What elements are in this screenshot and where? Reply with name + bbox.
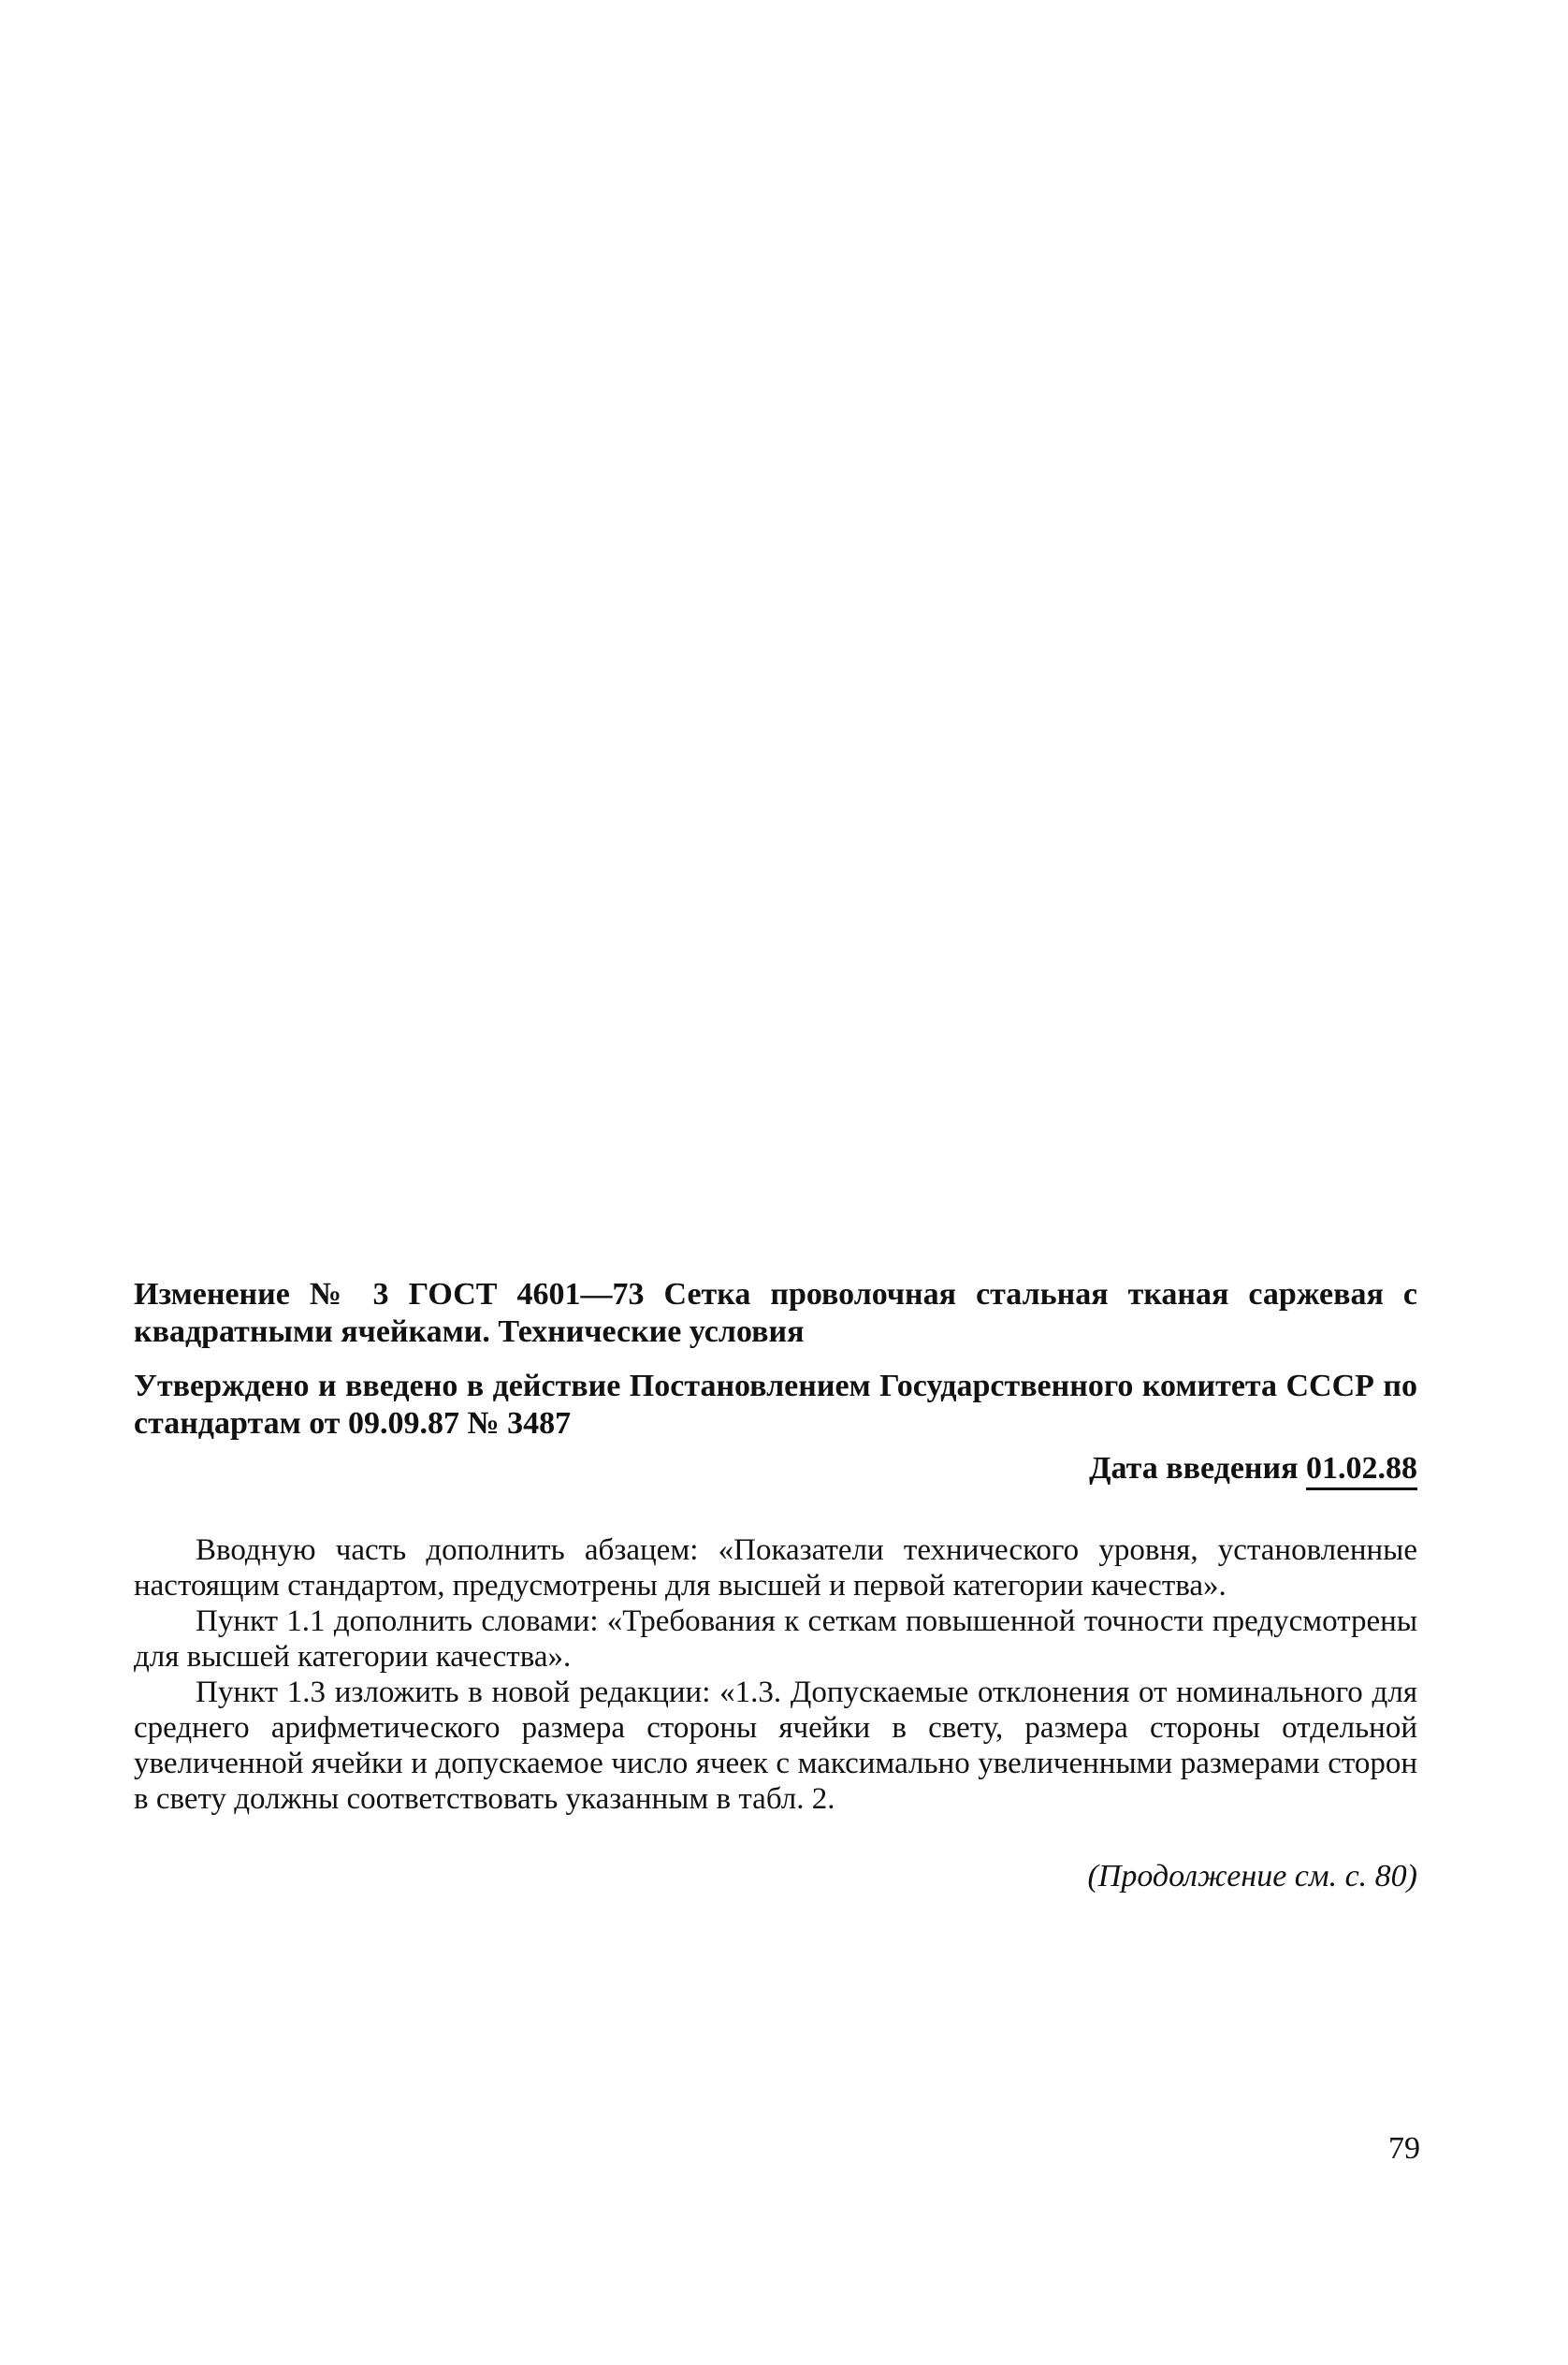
continuation-note: (Продолжение см. с. 80) <box>1087 1859 1417 1893</box>
amendment-body <box>134 1532 1417 1817</box>
page-number: 79 <box>1388 2131 1420 2166</box>
amendment-notice <box>134 1276 1417 1895</box>
paragraph-clause-1-3: Пункт 1.3 изложить в новой редакции: «1.3. Допускаемые отклонения от номинального для среднего арифметического размера стороны ячейки в свету, размера стороны отдельной увеличенной ячейки и допускаемое число ячеек с максимально увеличенными размерами сторон в свету должны соответствовать указанным в табл. 2. <box>134 1676 1417 1816</box>
approval-statement: Утверждено и введено в действие Постановлением Государственного комитета СССР по стандартам от 09.09.87 № 3487 <box>134 1369 1417 1441</box>
paragraph-intro-addition: Вводную часть дополнить абзацем: «Показатели технического уровня, установленные настоящим стандартом, предусмотрены для высшей и первой категории качества». <box>134 1533 1417 1603</box>
introduction-date-value: 01.02.88 <box>1306 1451 1417 1490</box>
introduction-date <box>134 1450 1417 1487</box>
paragraph-clause-1-1: Пункт 1.1 дополнить словами: «Требования к сеткам повышенной точности предусмотрены для высшей категории качества». <box>134 1604 1417 1674</box>
document-heading: Изменение № 3 ГОСТ 4601—73 Сетка проволочная стальная тканая саржевая с квадратными ячейками. Технические условия <box>134 1277 1417 1349</box>
introduction-date-label: Дата введения <box>1089 1451 1306 1486</box>
